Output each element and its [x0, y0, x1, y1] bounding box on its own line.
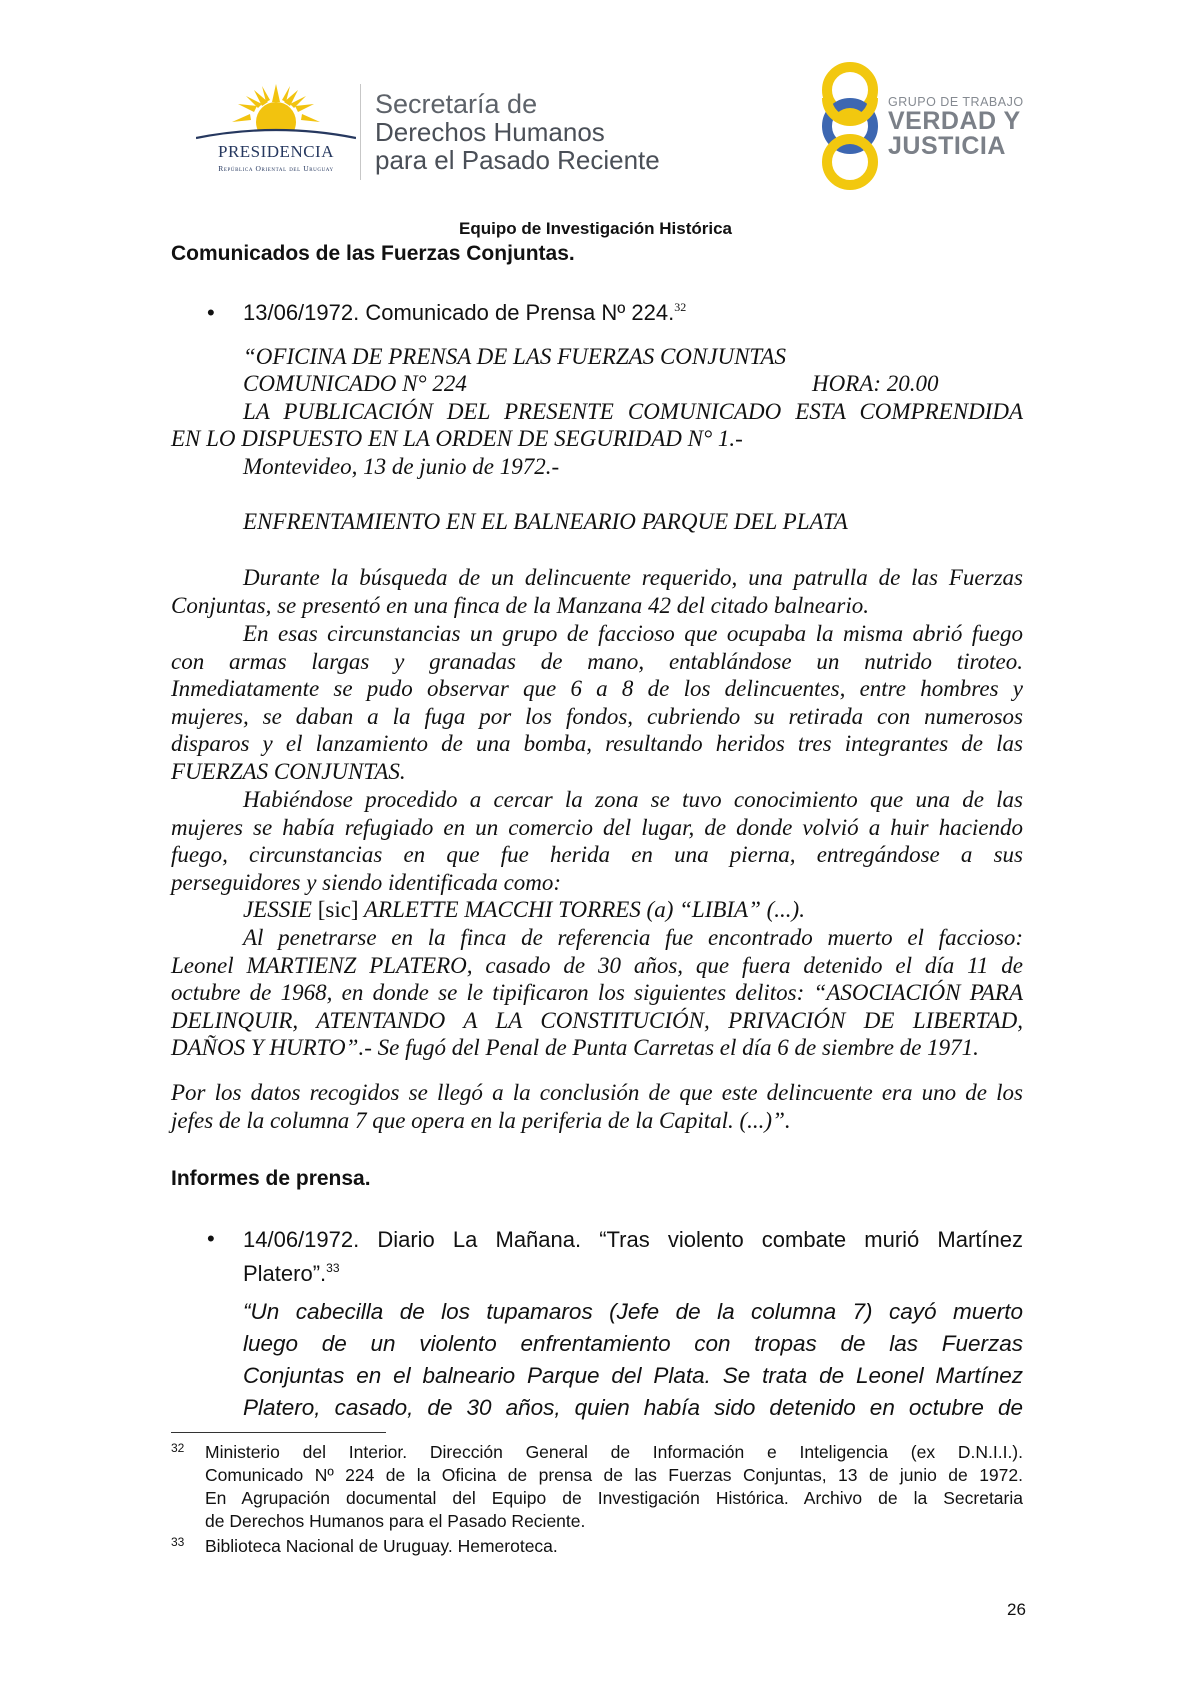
secretaria-line-2: Derechos Humanos — [375, 117, 605, 147]
text-line: Por los datos recogidos se llegó a la conclusión de que este delincuente era uno de los — [171, 1080, 1023, 1105]
text-line: mujeres se había refugiado en un comercio del lugar, de donde volvió a huir haciendo — [171, 814, 1023, 840]
text-line: jefes de la columna 7 que opera en la periferia de la Capital. (...)”. — [171, 1107, 791, 1133]
press-quote — [243, 1296, 1023, 1424]
bullet-la-manana — [243, 1226, 1023, 1288]
quote-line: COMUNICADO N° 224 — [243, 371, 467, 396]
text-line: octubre de 1968, en donde se le tipificaron los siguientes delitos: “ASOCIACIÓN PARA — [171, 980, 1023, 1006]
text-line: fuego, circunstancias en que fue herida en una pierna, entregándose a sus — [171, 842, 1023, 868]
bullet-comunicado-text: 13/06/1972. Comunicado de Prensa Nº 224. — [243, 300, 675, 325]
verdad-justicia-text — [888, 95, 1024, 159]
quote-paragraph-5 — [171, 1079, 1023, 1134]
text-line: DELINQUIR, ATENTANDO A LA CONSTITUCIÓN, PRIVACIÓN DE LIBERTAD, — [171, 1007, 1023, 1033]
presidencia-logo — [196, 80, 356, 180]
footnote-32 — [205, 1441, 1023, 1533]
text-line: Conjuntas en el balneario Parque del Plata. Se trata de Leonel Martínez — [243, 1363, 1023, 1388]
text-line: Inmediatamente se pudo observar que 6 a 8 de los delincuentes, entre hombres y — [171, 676, 1023, 702]
text-line: FUERZAS CONJUNTAS. — [171, 758, 406, 784]
verdad-justicia-rings-icon — [810, 62, 890, 190]
text-line: luego de un violento enfrentamiento con tropas de las Fuerzas — [243, 1331, 1023, 1356]
justicia-label: JUSTICIA — [888, 132, 1006, 160]
section-heading-comunicados: Comunicados de las Fuerzas Conjuntas. — [171, 242, 575, 265]
text-line: Conjuntas, se presentó en una finca de la Manzana 42 del citado balneario. — [171, 592, 870, 618]
text-line: Durante la búsqueda de un delincuente requerido, una patrulla de las Fuerzas — [243, 565, 1023, 590]
secretaria-line-1: Secretaría de — [375, 89, 538, 119]
quote-line: EN LO DISPUESTO EN LA ORDEN DE SEGURIDAD N° 1.- — [171, 426, 743, 451]
quote-paragraph-2 — [171, 620, 1023, 786]
text-line: En esas circunstancias un grupo de faccioso que ocupaba la misma abrió fuego — [243, 621, 1023, 646]
text-line: Habiéndose procedido a cercar la zona se tuvo conocimiento que una de las — [243, 787, 1023, 812]
presidencia-subtitle: República Oriental del Uruguay — [218, 164, 334, 173]
text-line: “Un cabecilla de los tupamaros (Jefe de la columna 7) cayó muerto — [243, 1299, 1023, 1324]
footnote-line: de Derechos Humanos para el Pasado Reciente. — [205, 1511, 586, 1531]
identified-person — [243, 897, 805, 923]
footnote-33: Biblioteca Nacional de Uruguay. Hemeroteca. — [205, 1536, 558, 1556]
text-line: mujeres, se daban a la fuga por los fondos, cubriendo su retirada con numerosos — [171, 703, 1023, 729]
bullet-comunicado — [243, 300, 686, 326]
quote-date: Montevideo, 13 de junio de 1972.- — [243, 454, 560, 479]
sun-icon — [196, 80, 356, 142]
secretaria-line-3: para el Pasado Reciente — [375, 145, 660, 175]
text-line: Leonel MARTIENZ PLATERO, casado de 30 años, que fuera detenido el día 11 de — [171, 952, 1023, 978]
presidencia-name: PRESIDENCIA — [217, 142, 334, 161]
text-line: disparos y el lanzamiento de una bomba, resultando heridos tres integrantes de las — [171, 731, 1023, 757]
grupo-trabajo-label: GRUPO DE TRABAJO — [888, 95, 1024, 109]
bullet-marker: • — [207, 300, 215, 325]
text-line: perseguidores y siendo identificada como: — [171, 869, 562, 895]
bullet-marker: • — [207, 1226, 215, 1251]
team-title: Equipo de Investigación Histórica — [459, 219, 732, 238]
quote-line: LA PUBLICACIÓN DEL PRESENTE COMUNICADO ESTA COMPRENDIDA — [243, 399, 1023, 424]
secretaria-logo-text — [375, 90, 660, 174]
footnote-ref-32: 32 — [674, 300, 687, 314]
quote-line: “OFICINA DE PRENSA DE LAS FUERZAS CONJUNTAS — [243, 344, 787, 369]
section-heading-informes: Informes de prensa. — [171, 1167, 371, 1190]
footnote-line: Comunicado Nº 224 de la Oficina de prensa de las Fuerzas Conjuntas, 13 de junio de 1972. — [205, 1465, 1023, 1485]
text-line: Al penetrarse en la finca de referencia fue encontrado muerto el faccioso: — [243, 925, 1023, 950]
bullet-line: Platero”. — [243, 1261, 327, 1286]
text-line: con armas largas y granadas de mano, entablándose un nutrido tiroteo. — [171, 648, 1023, 674]
text-span: JESSIE — [243, 897, 318, 922]
quote-paragraph-3 — [171, 786, 1023, 896]
text-line: DAÑOS Y HURTO”.- Se fugó del Penal de Punta Carretas el día 6 de siembre de 1971. — [171, 1035, 979, 1061]
footnote-separator — [171, 1432, 386, 1433]
footnote-ref-33: 33 — [326, 1261, 340, 1275]
sic-mark: [sic] — [317, 897, 359, 922]
footnote-number-33: 33 — [171, 1535, 185, 1549]
quote-title: ENFRENTAMIENTO EN EL BALNEARIO PARQUE DEL PLATA — [243, 509, 848, 534]
header-divider — [360, 84, 361, 180]
text-span: ARLETTE MACCHI TORRES (a) “LIBIA” (...). — [358, 897, 805, 922]
bullet-line: 14/06/1972. Diario La Mañana. “Tras violento combate murió Martínez — [243, 1227, 1023, 1252]
quote-paragraph-4 — [171, 924, 1023, 1062]
footnote-number-32: 32 — [171, 1441, 185, 1455]
quote-paragraph-1 — [171, 564, 1023, 619]
text-line: Platero, casado, de 30 años, quien había sido detenido en octubre de — [243, 1395, 1023, 1420]
footnote-line: En Agrupación documental del Equipo de Investigación Histórica. Archivo de la Secretaria — [205, 1488, 1023, 1508]
footnote-line: Ministerio del Interior. Dirección General de Información e Inteligencia (ex D.N.I.I.). — [205, 1442, 1023, 1462]
page-number: 26 — [1007, 1600, 1026, 1619]
verdad-label: VERDAD Y — [888, 107, 1021, 135]
quote-time: HORA: 20.00 — [812, 371, 939, 396]
